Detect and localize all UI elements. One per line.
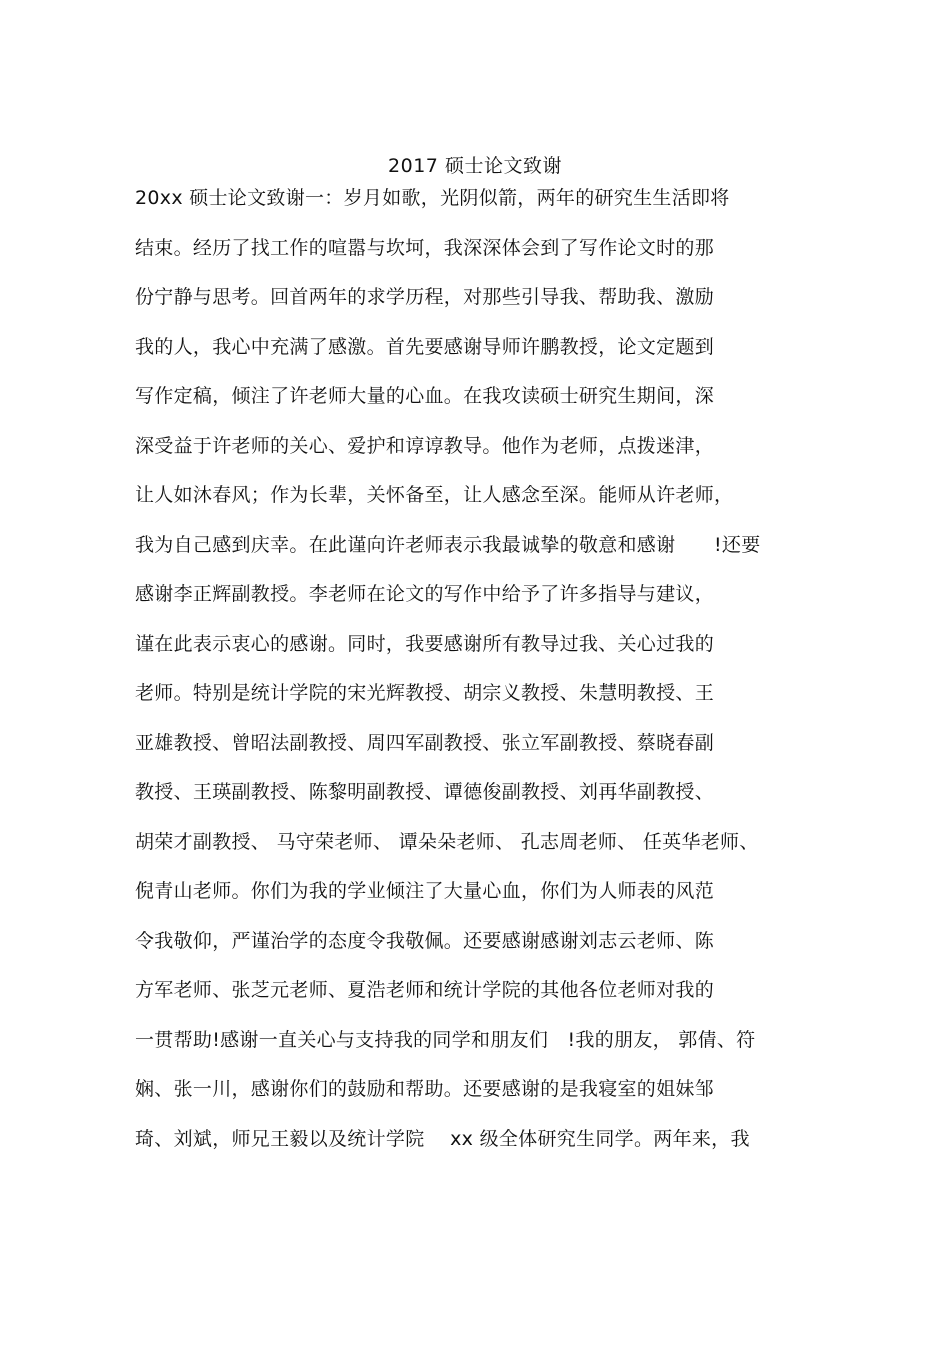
body-line: 感谢李正辉副教授。李老师在论文的写作中给予了许多指导与建议， xyxy=(135,583,715,605)
body-line: 倪青山老师。你们为我的学业倾注了大量心血，你们为人师表的风范 xyxy=(135,880,715,902)
body-line: 我的人，我心中充满了感激。首先要感谢导师许鹏教授，论文定题到 xyxy=(135,335,715,358)
body-line: 让人如沐春风；作为长辈，关怀备至，让人感念至深。能师从许老师， xyxy=(135,484,734,506)
body-line: 写作定稿，倾注了许老师大量的心血。在我攻读硕士研究生期间，深 xyxy=(135,385,715,407)
body-line: 琦、刘斌，师兄王毅以及统计学院 xx 级全体研究生同学。两年来，我 xyxy=(135,1127,750,1150)
body-line: 亚雄教授、曾昭法副教授、周四军副教授、张立军副教授、蔡晓春副 xyxy=(135,731,715,754)
document-title: 2017 硕士论文致谢 xyxy=(388,155,562,177)
document-body xyxy=(135,174,825,1164)
body-line: 我为自己感到庆幸。在此谨向许老师表示我最诚挚的敬意和感谢 !还要 xyxy=(135,533,761,556)
body-line: 结束。经历了找工作的喧嚣与坎坷，我深深体会到了写作论文时的那 xyxy=(135,236,715,259)
body-line: 胡荣才副教授、 马守荣老师、 谭朵朵老师、 孔志周老师、 任英华老师、 xyxy=(135,830,759,853)
body-line: 教授、王瑛副教授、陈黎明副教授、谭德俊副教授、刘再华副教授、 xyxy=(135,781,715,803)
body-line: 娴、张一川，感谢你们的鼓励和帮助。还要感谢的是我寝室的姐妹邹 xyxy=(135,1078,715,1100)
body-line: 20xx 硕士论文致谢一：岁月如歌，光阴似箭，两年的研究生生活即将 xyxy=(135,187,730,209)
body-line: 份宁静与思考。回首两年的求学历程，对那些引导我、帮助我、激励 xyxy=(135,286,715,308)
body-line: 老师。特别是统计学院的宋光辉教授、胡宗义教授、朱慧明教授、王 xyxy=(135,682,715,704)
body-line: 深受益于许老师的关心、爱护和谆谆教导。他作为老师，点拨迷津， xyxy=(135,434,715,457)
body-line: 方军老师、张芝元老师、夏浩老师和统计学院的其他各位老师对我的 xyxy=(135,979,715,1001)
body-line: 一贯帮助!感谢一直关心与支持我的同学和朋友们 !我的朋友， 郭倩、符 xyxy=(135,1028,756,1051)
body-line: 谨在此表示衷心的感谢。同时，我要感谢所有教导过我、关心过我的 xyxy=(135,632,715,655)
body-line: 令我敬仰，严谨治学的态度令我敬佩。还要感谢感谢刘志云老师、陈 xyxy=(135,929,715,952)
